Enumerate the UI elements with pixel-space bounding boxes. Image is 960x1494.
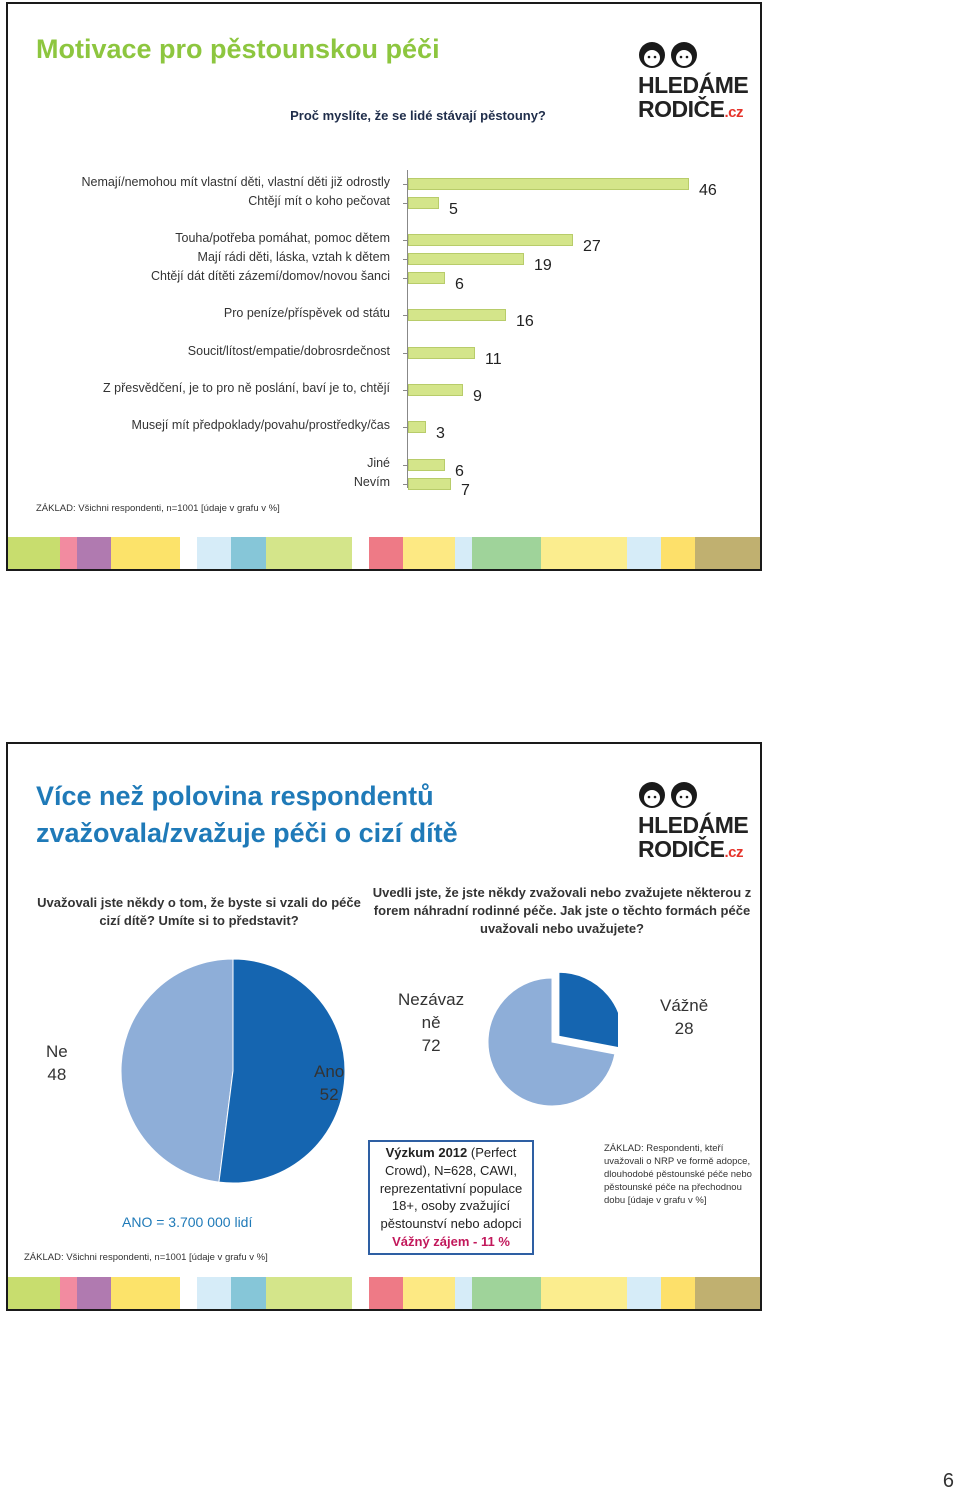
logo-line2 xyxy=(638,836,743,863)
pie-slice xyxy=(121,959,233,1182)
stripe-segment xyxy=(661,1277,695,1309)
base-note: ZÁKLAD: Všichni respondenti, n=1001 [údaje v grafu v %] xyxy=(36,503,280,514)
title-line-1: Více než polovina respondentů xyxy=(36,781,434,811)
slide-motivation xyxy=(6,2,762,571)
color-stripe xyxy=(8,537,762,569)
axis-tick xyxy=(403,315,407,316)
axis-tick xyxy=(403,259,407,260)
bar xyxy=(408,384,463,396)
stripe-segment xyxy=(197,537,231,569)
category-label: Nemají/nemohou mít vlastní děti, vlastní děti již odrostly xyxy=(81,175,390,189)
stripe-segment xyxy=(455,1277,472,1309)
stripe-segment xyxy=(695,1277,762,1309)
info-bold: Výzkum 2012 xyxy=(385,1145,468,1160)
bar xyxy=(408,459,445,471)
slide-consideration xyxy=(6,742,762,1311)
label-value: 72 xyxy=(421,1036,441,1055)
label-name-part2: ně xyxy=(421,1013,441,1032)
logo-suffix: .cz xyxy=(724,104,743,121)
label-name: Vážně xyxy=(660,996,709,1015)
axis-tick xyxy=(403,465,407,466)
axis-tick xyxy=(403,240,407,241)
axis-tick xyxy=(403,390,407,391)
stripe-segment xyxy=(455,537,472,569)
axis-tick xyxy=(403,203,407,204)
bar xyxy=(408,178,689,190)
stripe-segment xyxy=(403,537,455,569)
stripe-segment xyxy=(231,537,265,569)
logo-word: RODIČE xyxy=(638,96,725,122)
stripe-segment xyxy=(266,537,352,569)
slide-title xyxy=(36,778,458,852)
data-label: 7 xyxy=(461,482,470,499)
data-label: 46 xyxy=(699,182,717,199)
stripe-segment xyxy=(77,1277,111,1309)
faces-icon xyxy=(636,778,706,812)
stripe-segment xyxy=(352,1277,369,1309)
base-note: ZÁKLAD: Všichni respondenti, n=1001 [údaje v grafu v %] xyxy=(24,1252,268,1263)
info-text: (Perfect Crowd), N=628, CAWI, reprezentativní populace 18+, osoby zvažující pěstounství nebo adopci xyxy=(379,1145,523,1232)
category-label: Musejí mít předpoklady/povahu/prostředky/čas xyxy=(131,418,390,432)
stripe-segment xyxy=(627,1277,661,1309)
stripe-segment xyxy=(8,537,60,569)
stripe-segment xyxy=(180,1277,197,1309)
stripe-segment xyxy=(541,537,627,569)
hledame-rodice-logo xyxy=(636,38,762,128)
data-label: 6 xyxy=(455,463,464,480)
data-label: 3 xyxy=(436,425,445,442)
page-number: 6 xyxy=(942,1470,954,1492)
data-label: 5 xyxy=(449,201,458,218)
stripe-segment xyxy=(111,1277,180,1309)
data-label: 11 xyxy=(485,351,502,368)
bar xyxy=(408,234,573,246)
category-label: Nevím xyxy=(353,475,390,489)
axis-tick xyxy=(403,484,407,485)
data-label: 16 xyxy=(516,313,534,330)
stripe-segment xyxy=(541,1277,627,1309)
slide-title: Motivace pro pěstounskou péči xyxy=(36,34,440,64)
pie-chart-seriousness xyxy=(478,972,618,1112)
stripe-segment xyxy=(661,537,695,569)
data-label: 6 xyxy=(455,276,464,293)
logo-word: RODIČE xyxy=(638,836,725,862)
label-name-part1: Nezávaz xyxy=(398,990,465,1009)
pie2-label-vazne xyxy=(660,994,708,1040)
stripe-segment xyxy=(403,1277,455,1309)
bar xyxy=(408,253,524,265)
category-label: Mají rádi děti, láska, vztah k dětem xyxy=(197,250,390,264)
stripe-segment xyxy=(77,537,111,569)
stripe-segment xyxy=(695,537,762,569)
stripe-segment xyxy=(197,1277,231,1309)
bar xyxy=(408,272,445,284)
chart-question: Proč myslíte, že se lidé stávají pěstouny? xyxy=(290,108,546,123)
pie-slice xyxy=(559,972,618,1048)
axis-tick xyxy=(403,184,407,185)
pie1-label-ano xyxy=(314,1060,344,1106)
stripe-segment xyxy=(266,1277,352,1309)
stripe-segment xyxy=(60,537,77,569)
stripe-segment xyxy=(627,537,661,569)
question-left: Uvažovali jste někdy o tom, že byste si vzali do péče cizí dítě? Umíte si to představit? xyxy=(37,895,361,928)
data-label: 9 xyxy=(473,388,482,405)
stripe-segment xyxy=(231,1277,265,1309)
category-label: Pro peníze/příspěvek od státu xyxy=(223,306,390,320)
pie2-label-nezavazne xyxy=(398,988,464,1057)
stripe-segment xyxy=(472,537,541,569)
y-axis-line xyxy=(407,170,408,488)
category-label: Soucit/lítost/empatie/dobrosrdečnost xyxy=(187,344,390,358)
stripe-segment xyxy=(180,537,197,569)
label-name: Ano xyxy=(314,1062,345,1081)
label-name: Ne xyxy=(46,1042,68,1061)
category-label: Chtějí mít o koho pečovat xyxy=(248,194,390,208)
ano-note: ANO = 3.700 000 lidí xyxy=(122,1214,253,1230)
base-note-right: ZÁKLAD: Respondenti, kteří uvažovali o NRP ve formě adopce, dlouhodobé pěstounské péče nebo pěstounské péče na přechodnou dobu [údaje v grafu v %] xyxy=(604,1143,752,1206)
category-label: Jiné xyxy=(367,456,390,470)
question-right: Uvedli jste, že jste někdy zvažovali nebo zvažujete některou z forem náhradní rodinné péče. Jak jste o těchto formách péče uvažovali nebo uvažujete? xyxy=(372,885,752,936)
info-highlight: Vážný zájem - 11 % xyxy=(392,1233,510,1249)
stripe-segment xyxy=(111,537,180,569)
label-value: 28 xyxy=(674,1019,694,1038)
data-label: 27 xyxy=(583,238,601,255)
category-label: Touha/potřeba pomáhat, pomoc dětem xyxy=(175,231,390,245)
stripe-segment xyxy=(369,1277,403,1309)
bar xyxy=(408,197,439,209)
axis-tick xyxy=(403,278,407,279)
pie1-label-ne xyxy=(46,1040,68,1086)
category-label: Chtějí dát dítěti zázemí/domov/novou šanci xyxy=(150,269,390,283)
logo-suffix: .cz xyxy=(724,844,743,861)
title-line-2: zvažovala/zvažuje péči o cizí dítě xyxy=(36,818,458,848)
bar xyxy=(408,421,426,433)
bar xyxy=(408,347,475,359)
stripe-segment xyxy=(60,1277,77,1309)
logo-line1: HLEDÁME xyxy=(638,812,749,838)
label-value: 48 xyxy=(47,1065,67,1084)
category-label: Z přesvědčení, je to pro ně poslání, baví je to, chtějí xyxy=(103,381,390,395)
stripe-segment xyxy=(472,1277,541,1309)
label-value: 52 xyxy=(319,1085,339,1104)
data-label: 19 xyxy=(534,257,552,274)
color-stripe xyxy=(8,1277,762,1309)
axis-tick xyxy=(403,427,407,428)
stripe-segment xyxy=(369,537,403,569)
stripe-segment xyxy=(352,537,369,569)
research-info-box xyxy=(368,1140,534,1255)
bar xyxy=(408,478,451,490)
stripe-segment xyxy=(8,1277,60,1309)
logo-line1: HLEDÁME xyxy=(638,72,749,98)
logo-line2 xyxy=(638,96,743,123)
faces-icon xyxy=(636,38,706,72)
bar xyxy=(408,309,506,321)
axis-tick xyxy=(403,353,407,354)
hledame-rodice-logo xyxy=(636,778,762,868)
